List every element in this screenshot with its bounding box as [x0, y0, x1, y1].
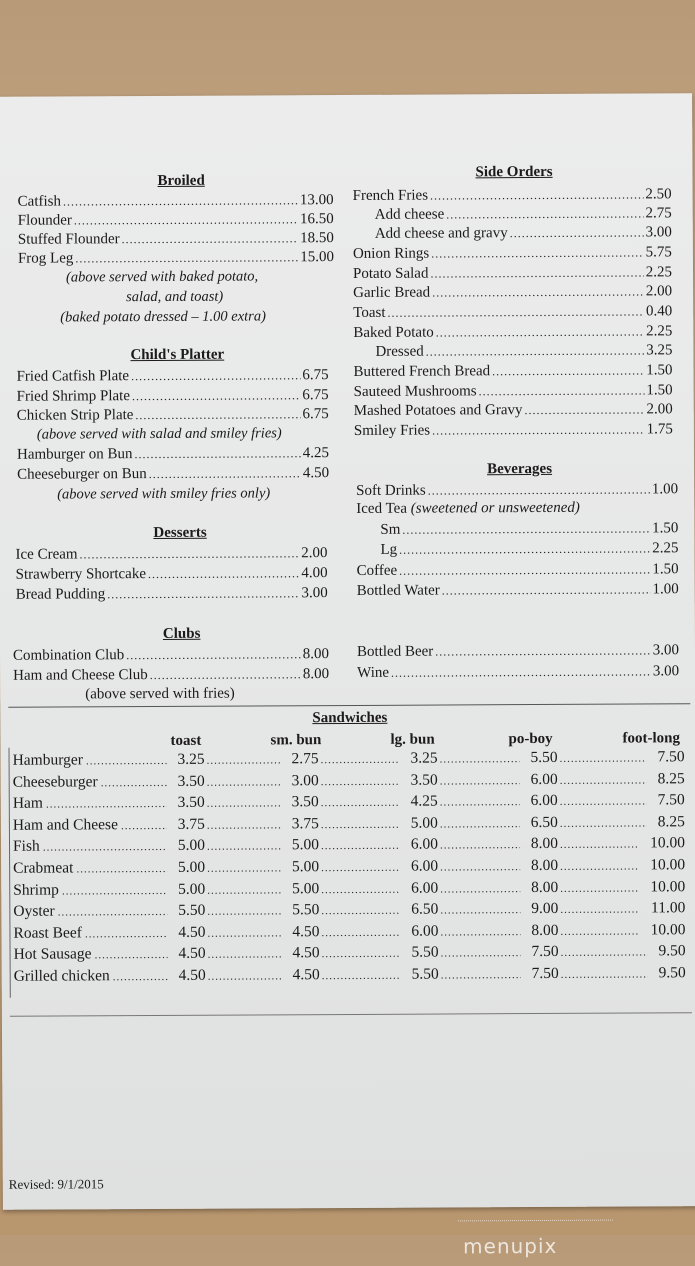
leader-dots — [207, 927, 281, 939]
leader-dots — [561, 947, 648, 959]
iced-tea-label: Iced Tea (sweetened or unsweetened) — [356, 499, 580, 517]
leader-dots — [321, 840, 400, 852]
leader-dots — [207, 798, 281, 810]
col-toast: toast — [170, 732, 202, 749]
dessert-item: Strawberry Shortcake ..... 4.00 — [16, 564, 328, 585]
leader-dots — [321, 883, 400, 895]
sandwich-row — [13, 791, 688, 816]
dessert-item: Bread Pudding ..... 3.00 — [16, 584, 328, 605]
leader-dots — [207, 754, 281, 766]
leader-dots — [441, 969, 521, 981]
leader-dots — [560, 796, 647, 808]
sandwich-price: 8.00 — [530, 856, 559, 875]
sandwich-price: 6.50 — [411, 900, 439, 918]
sandwich-price: 3.50 — [410, 771, 438, 789]
sandwich-row — [13, 899, 688, 924]
broiled-note: (above served with baked potato, — [65, 268, 259, 286]
sandwich-name: Ham — [12, 794, 43, 812]
sandwich-name: Roast Beef — [13, 924, 82, 942]
leader-dots — [321, 927, 400, 939]
sandwich-price: 10.00 — [650, 856, 686, 874]
side-item: Add cheese and gravy ..... 3.00 — [375, 223, 672, 244]
broiled-item: Frog Leg ..... 15.00 — [18, 248, 334, 269]
leader-dots — [322, 970, 401, 982]
broiled-item: Flounder ..... 16.50 — [18, 210, 334, 231]
sandwich-name: Cheeseburger — [12, 772, 98, 791]
child-item: Fried Catfish Plate ..... 6.75 — [17, 366, 329, 387]
sandwich-price: 4.50 — [292, 922, 320, 941]
sandwich-price: 3.75 — [291, 814, 319, 833]
sandwich-row — [13, 770, 688, 795]
sandwich-row — [13, 921, 688, 946]
child-item: Fried Shrimp Plate ..... 6.75 — [17, 386, 329, 407]
child-item: Chicken Strip Plate ..... 6.75 — [17, 405, 329, 426]
sandwich-price: 7.50 — [657, 748, 685, 766]
leader-dots — [560, 839, 639, 851]
sandwich-price: 11.00 — [650, 899, 686, 917]
sandwich-name: Grilled chicken — [13, 967, 110, 985]
sandwich-price: 5.50 — [178, 901, 206, 920]
leader-dots — [46, 798, 167, 811]
leader-dots — [86, 755, 167, 767]
sandwiches-title: Sandwiches — [312, 709, 388, 727]
child-note: (above served with salad and smiley fries) — [36, 425, 282, 443]
sandwich-price: 5.50 — [530, 748, 558, 767]
sandwich-name: Crabmeat — [13, 859, 74, 877]
beverage-item: Bottled Beer ..... 3.00 — [357, 641, 679, 662]
leader-dots — [207, 819, 281, 831]
side-item: Potato Salad ..... 2.25 — [353, 263, 672, 284]
side-item: French Fries ..... 2.50 — [353, 185, 672, 206]
menu-paper — [0, 93, 695, 1259]
sandwich-row — [14, 943, 689, 968]
side-item: Add cheese ..... 2.75 — [375, 204, 672, 225]
leader-dots — [440, 796, 520, 808]
child-note: (above served with smiley fries only) — [57, 485, 271, 503]
leader-dots — [560, 774, 647, 786]
leader-dots — [85, 928, 168, 940]
leader-dots — [440, 839, 520, 851]
sandwich-price: 4.50 — [178, 923, 206, 941]
leader-dots — [440, 904, 520, 916]
sandwich-row — [13, 835, 688, 860]
leader-dots — [441, 947, 521, 959]
leader-dots — [440, 926, 520, 938]
dessert-item: Ice Cream ..... 2.00 — [15, 544, 327, 565]
col-lg-bun: lg. bun — [390, 731, 435, 748]
leader-dots — [321, 905, 400, 917]
sandwich-price: 10.00 — [650, 877, 686, 896]
sandwich-price: 4.25 — [410, 792, 438, 810]
sandwich-row — [13, 856, 688, 881]
sandwich-price: 7.50 — [531, 964, 559, 983]
side-item: Onion Rings ..... 5.75 — [353, 243, 672, 264]
beverage-item: Bottled Water ..... 1.00 — [357, 580, 679, 601]
sandwich-price: 3.25 — [177, 750, 205, 768]
leader-dots — [440, 818, 520, 830]
sandwich-price: 5.00 — [292, 879, 320, 897]
leader-dots — [561, 968, 648, 980]
clubs-title: Clubs — [162, 625, 201, 642]
sandwich-price: 8.00 — [530, 835, 559, 853]
leader-dots — [560, 817, 647, 829]
sandwich-price: 9.50 — [658, 964, 686, 982]
sandwich-price: 4.50 — [292, 966, 320, 984]
sandwich-price: 6.00 — [411, 879, 439, 897]
leader-dots — [43, 841, 167, 854]
sandwich-price: 5.00 — [177, 858, 206, 876]
leader-dots — [207, 841, 281, 853]
leader-dots — [207, 884, 281, 896]
child-item: Cheeseburger on Bun ..... 4.50 — [17, 464, 329, 485]
leader-dots — [440, 775, 520, 787]
child-item: Hamburger on Bun ..... 4.25 — [17, 444, 329, 465]
beverage-item: Coffee ..... 1.50 — [357, 560, 679, 581]
beverage-item: Sm ..... 1.50 — [380, 519, 678, 540]
sandwiches-section — [8, 703, 692, 1017]
sandwich-name: Fish — [12, 838, 40, 856]
sandwich-price: 9.00 — [531, 900, 559, 918]
side-item: Toast ..... 0.40 — [353, 302, 672, 323]
side-item: Mashed Potatoes and Gravy ..... 2.00 — [354, 400, 673, 421]
sandwich-price: 3.50 — [177, 772, 205, 790]
side-item: Garlic Bread ..... 2.00 — [353, 282, 672, 303]
beverage-item: Lg ..... 2.25 — [380, 539, 678, 560]
sandwich-price: 10.00 — [650, 921, 686, 939]
sandwich-price: 6.00 — [410, 835, 439, 854]
leader-dots — [440, 753, 520, 765]
sandwich-name: Oyster — [13, 902, 55, 920]
side-item: Dressed ..... 3.25 — [375, 341, 672, 362]
sandwich-price: 8.25 — [657, 769, 685, 787]
leader-dots — [321, 754, 400, 766]
sandwich-price: 3.25 — [410, 749, 438, 767]
sandwich-price: 10.00 — [650, 834, 686, 852]
broiled-item: Catfish ..... 13.00 — [18, 191, 334, 212]
leader-dots — [560, 925, 639, 937]
sandwich-price: 5.00 — [291, 836, 320, 854]
broiled-note: (baked potato dressed – 1.00 extra) — [60, 308, 266, 326]
sandwich-price: 4.50 — [178, 945, 206, 963]
sandwich-price: 6.00 — [410, 857, 439, 875]
sandwich-price: 6.00 — [530, 770, 558, 788]
sandwich-price: 6.00 — [411, 922, 439, 940]
sandwich-price: 5.00 — [178, 880, 206, 898]
sandwich-price: 3.75 — [177, 815, 205, 833]
sandwich-price: 8.25 — [657, 813, 685, 831]
beverage-item: Soft Drinks ..... 1.00 — [356, 480, 678, 501]
leader-dots — [440, 883, 520, 895]
broiled-note: salad, and toast) — [126, 288, 224, 306]
sandwich-price: 5.50 — [411, 943, 439, 962]
sandwich-name: Shrimp — [13, 881, 59, 899]
sandwich-price: 3.00 — [291, 771, 319, 789]
leader-dots — [321, 797, 400, 809]
beverages-title: Beverages — [487, 460, 553, 478]
leader-dots — [560, 752, 647, 764]
leader-dots — [560, 904, 639, 916]
broiled-item: Stuffed Flounder ..... 18.50 — [18, 229, 334, 250]
sandwich-price: 3.50 — [291, 793, 319, 811]
sandwich-price: 5.50 — [411, 965, 439, 983]
leader-dots — [560, 860, 639, 872]
sandwich-row — [13, 813, 688, 838]
sandwich-price: 5.50 — [292, 901, 320, 919]
leader-dots — [560, 882, 639, 894]
leader-dots — [95, 949, 168, 961]
leader-dots — [76, 863, 167, 875]
sandwich-price: 5.00 — [410, 814, 438, 832]
leader-dots — [58, 906, 168, 919]
sandwich-price: 5.00 — [291, 858, 320, 876]
broiled-title: Broiled — [157, 172, 205, 189]
sandwich-price: 9.50 — [658, 942, 686, 960]
leader-dots — [321, 819, 400, 831]
desserts-title: Desserts — [153, 524, 207, 542]
child-platter-title: Child's Platter — [130, 346, 225, 364]
leader-dots — [321, 862, 400, 874]
side-item: Baked Potato ..... 2.25 — [353, 322, 672, 343]
leader-dots — [322, 948, 401, 960]
leader-dots — [208, 949, 282, 961]
sandwich-row — [13, 878, 688, 903]
sandwich-price: 4.50 — [178, 966, 206, 984]
club-item: Combination Club ..... 8.00 — [13, 645, 329, 666]
leader-dots — [208, 970, 282, 982]
leader-dots — [207, 776, 281, 788]
side-orders-title: Side Orders — [475, 163, 553, 181]
watermark-logo: menupix — [463, 1233, 558, 1259]
sandwich-price: 7.50 — [531, 943, 559, 961]
sandwich-price: 7.50 — [657, 791, 685, 809]
leader-dots — [207, 906, 281, 918]
club-item: Ham and Cheese Club ..... 8.00 — [13, 665, 329, 686]
side-item: Smiley Fries ..... 1.75 — [354, 420, 673, 441]
sandwich-price: 8.00 — [531, 878, 559, 896]
sandwich-price: 3.50 — [177, 793, 205, 812]
sandwich-row — [13, 748, 688, 773]
leader-dots — [113, 971, 168, 983]
clubs-note: (above served with fries) — [85, 685, 235, 703]
leader-dots — [62, 885, 167, 898]
sandwich-price: 4.50 — [292, 944, 320, 962]
sandwich-price: 6.50 — [530, 813, 558, 831]
sandwich-name: Hot Sausage — [13, 945, 92, 964]
leader-dots — [101, 777, 167, 789]
leader-dots — [121, 820, 167, 832]
beverage-item: Wine ..... 3.00 — [357, 662, 679, 683]
col-po-boy: po-boy — [508, 730, 553, 748]
sandwich-name: Ham and Cheese — [12, 816, 118, 834]
col-foot-long: foot-long — [622, 730, 681, 747]
leader-dots — [321, 775, 400, 787]
side-item: Sauteed Mushrooms ..... 1.50 — [354, 381, 673, 402]
revised-date: Revised: 9/1/2015 — [8, 1176, 104, 1192]
sandwich-price: 6.00 — [530, 792, 558, 810]
leader-dots — [440, 861, 520, 873]
sandwich-price: 8.00 — [531, 921, 559, 939]
side-item: Buttered French Bread ..... 1.50 — [353, 361, 672, 382]
col-sm-bun: sm. bun — [270, 732, 322, 749]
leader-dots — [207, 862, 281, 874]
sandwich-price: 5.00 — [177, 837, 206, 855]
sandwich-price: 2.75 — [291, 750, 319, 768]
sandwich-row — [14, 964, 689, 989]
sandwich-name: Hamburger — [12, 751, 83, 769]
